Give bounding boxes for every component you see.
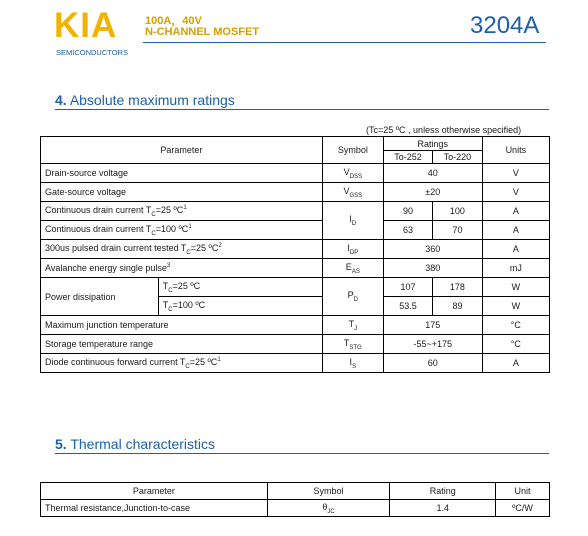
param-pd: Power dissipation [41,278,159,316]
table-row [41,500,550,517]
conditions-note: (Tc=25 ºC , unless otherwise specified) [366,125,522,135]
value-id-100-to220: 70 [433,221,482,240]
value-vdss: 40 [383,164,482,183]
value-pd-100-to252: 53.5 [383,297,432,316]
value-vgss: ±20 [383,183,482,202]
device-type: N-CHANNEL MOSFET [145,26,260,38]
section-4-title [55,92,235,108]
company-logo: KIA [54,6,118,45]
param-pd-cond-100: $T_C=100$ ºC [158,297,322,316]
param-vdss: Drain-source voltage [41,164,323,183]
thermal-header-symbol: Symbol [267,483,390,500]
unit-is: A [482,354,549,373]
param-id-25: Continuous drain current $T_C=25$ ºC$^1$ [41,202,323,221]
header-ratings: Ratings [383,137,482,151]
symbol-eas: $E_{AS}$ [322,259,383,278]
section-5-number: 5. [55,436,67,452]
value-id-25-to220: 100 [433,202,482,221]
table-header-row [41,483,550,500]
section-5-heading: Thermal characteristics [70,436,216,452]
table-row [41,316,550,335]
param-is: Diode continuous forward current $T_C=25$ ºC$^1$ [41,354,323,373]
header-divider [143,42,546,43]
section-4-divider [55,109,549,110]
value-pd-25-to220: 178 [433,278,482,297]
header-units: Units [482,137,549,164]
value-is: 60 [383,354,482,373]
thermal-symbol: $\theta_{JC}$ [267,500,390,517]
param-id-100: Continuous drain current $T_C=100$ ºC$^1$ [41,221,323,240]
symbol-is: $I_S$ [322,354,383,373]
device-rating: 100A，40V [145,15,202,27]
section-4-heading: Absolute maximum ratings [69,92,235,108]
param-eas: Avalanche energy single pulse$^3$ [41,259,323,278]
param-vgss: Gate-source voltage [41,183,323,202]
unit-idp: A [482,240,549,259]
thermal-param: Thermal resistance,Junction-to-case [41,500,268,517]
table-row [41,164,550,183]
header-parameter: Parameter [41,137,323,164]
table-row [41,240,550,259]
symbol-id: $I_D$ [322,202,383,240]
value-id-25-to252: 90 [383,202,432,221]
thermal-header-parameter: Parameter [41,483,268,500]
param-tstg: Storage temperature range [41,335,323,354]
value-pd-100-to220: 89 [433,297,482,316]
section-4-number: 4. [55,92,67,108]
thermal-header-rating: Rating [390,483,496,500]
symbol-pd: $P_D$ [322,278,383,316]
header-symbol: Symbol [322,137,383,164]
symbol-vgss: $V_{GSS}$ [322,183,383,202]
value-tj: 175 [383,316,482,335]
unit-pd-100: W [482,297,549,316]
header-pkg-to220: To-220 [433,151,482,164]
unit-tstg: °C [482,335,549,354]
header-pkg-to252: To-252 [383,151,432,164]
table-row [41,202,550,221]
symbol-idp: $I_{DP}$ [322,240,383,259]
table-row [41,278,550,297]
thermal-header-unit: Unit [496,483,550,500]
table-row [41,259,550,278]
unit-tj: °C [482,316,549,335]
thermal-unit: ºC/W [496,500,550,517]
part-number: 3204A [470,12,540,39]
symbol-vdss: $V_{DSS}$ [322,164,383,183]
unit-id-25: A [482,202,549,221]
value-pd-25-to252: 107 [383,278,432,297]
section-5-divider [55,453,549,454]
param-pd-cond-25: $T_C=25$ ºC [158,278,322,297]
table-header-row [41,137,550,151]
table-row [41,354,550,373]
thermal-value: 1.4 [390,500,496,517]
logo-subtitle: SEMICONDUCTORS [56,48,128,57]
unit-vgss: V [482,183,549,202]
table-row [41,335,550,354]
value-eas: 380 [383,259,482,278]
unit-id-100: A [482,221,549,240]
symbol-tj: $T_J$ [322,316,383,335]
param-tj: Maximum junction temperature [41,316,323,335]
param-idp: 300us pulsed drain current tested $T_C=25$ ºC$^2$ [41,240,323,259]
table-row [41,221,550,240]
value-idp: 360 [383,240,482,259]
thermal-table [40,482,550,517]
value-id-100-to252: 63 [383,221,432,240]
unit-pd-25: W [482,278,549,297]
symbol-tstg: $T_{STG}$ [322,335,383,354]
table-row [41,183,550,202]
unit-eas: mJ [482,259,549,278]
absolute-ratings-table [40,136,550,373]
value-tstg: -55~+175 [383,335,482,354]
section-5-title [55,436,215,452]
unit-vdss: V [482,164,549,183]
